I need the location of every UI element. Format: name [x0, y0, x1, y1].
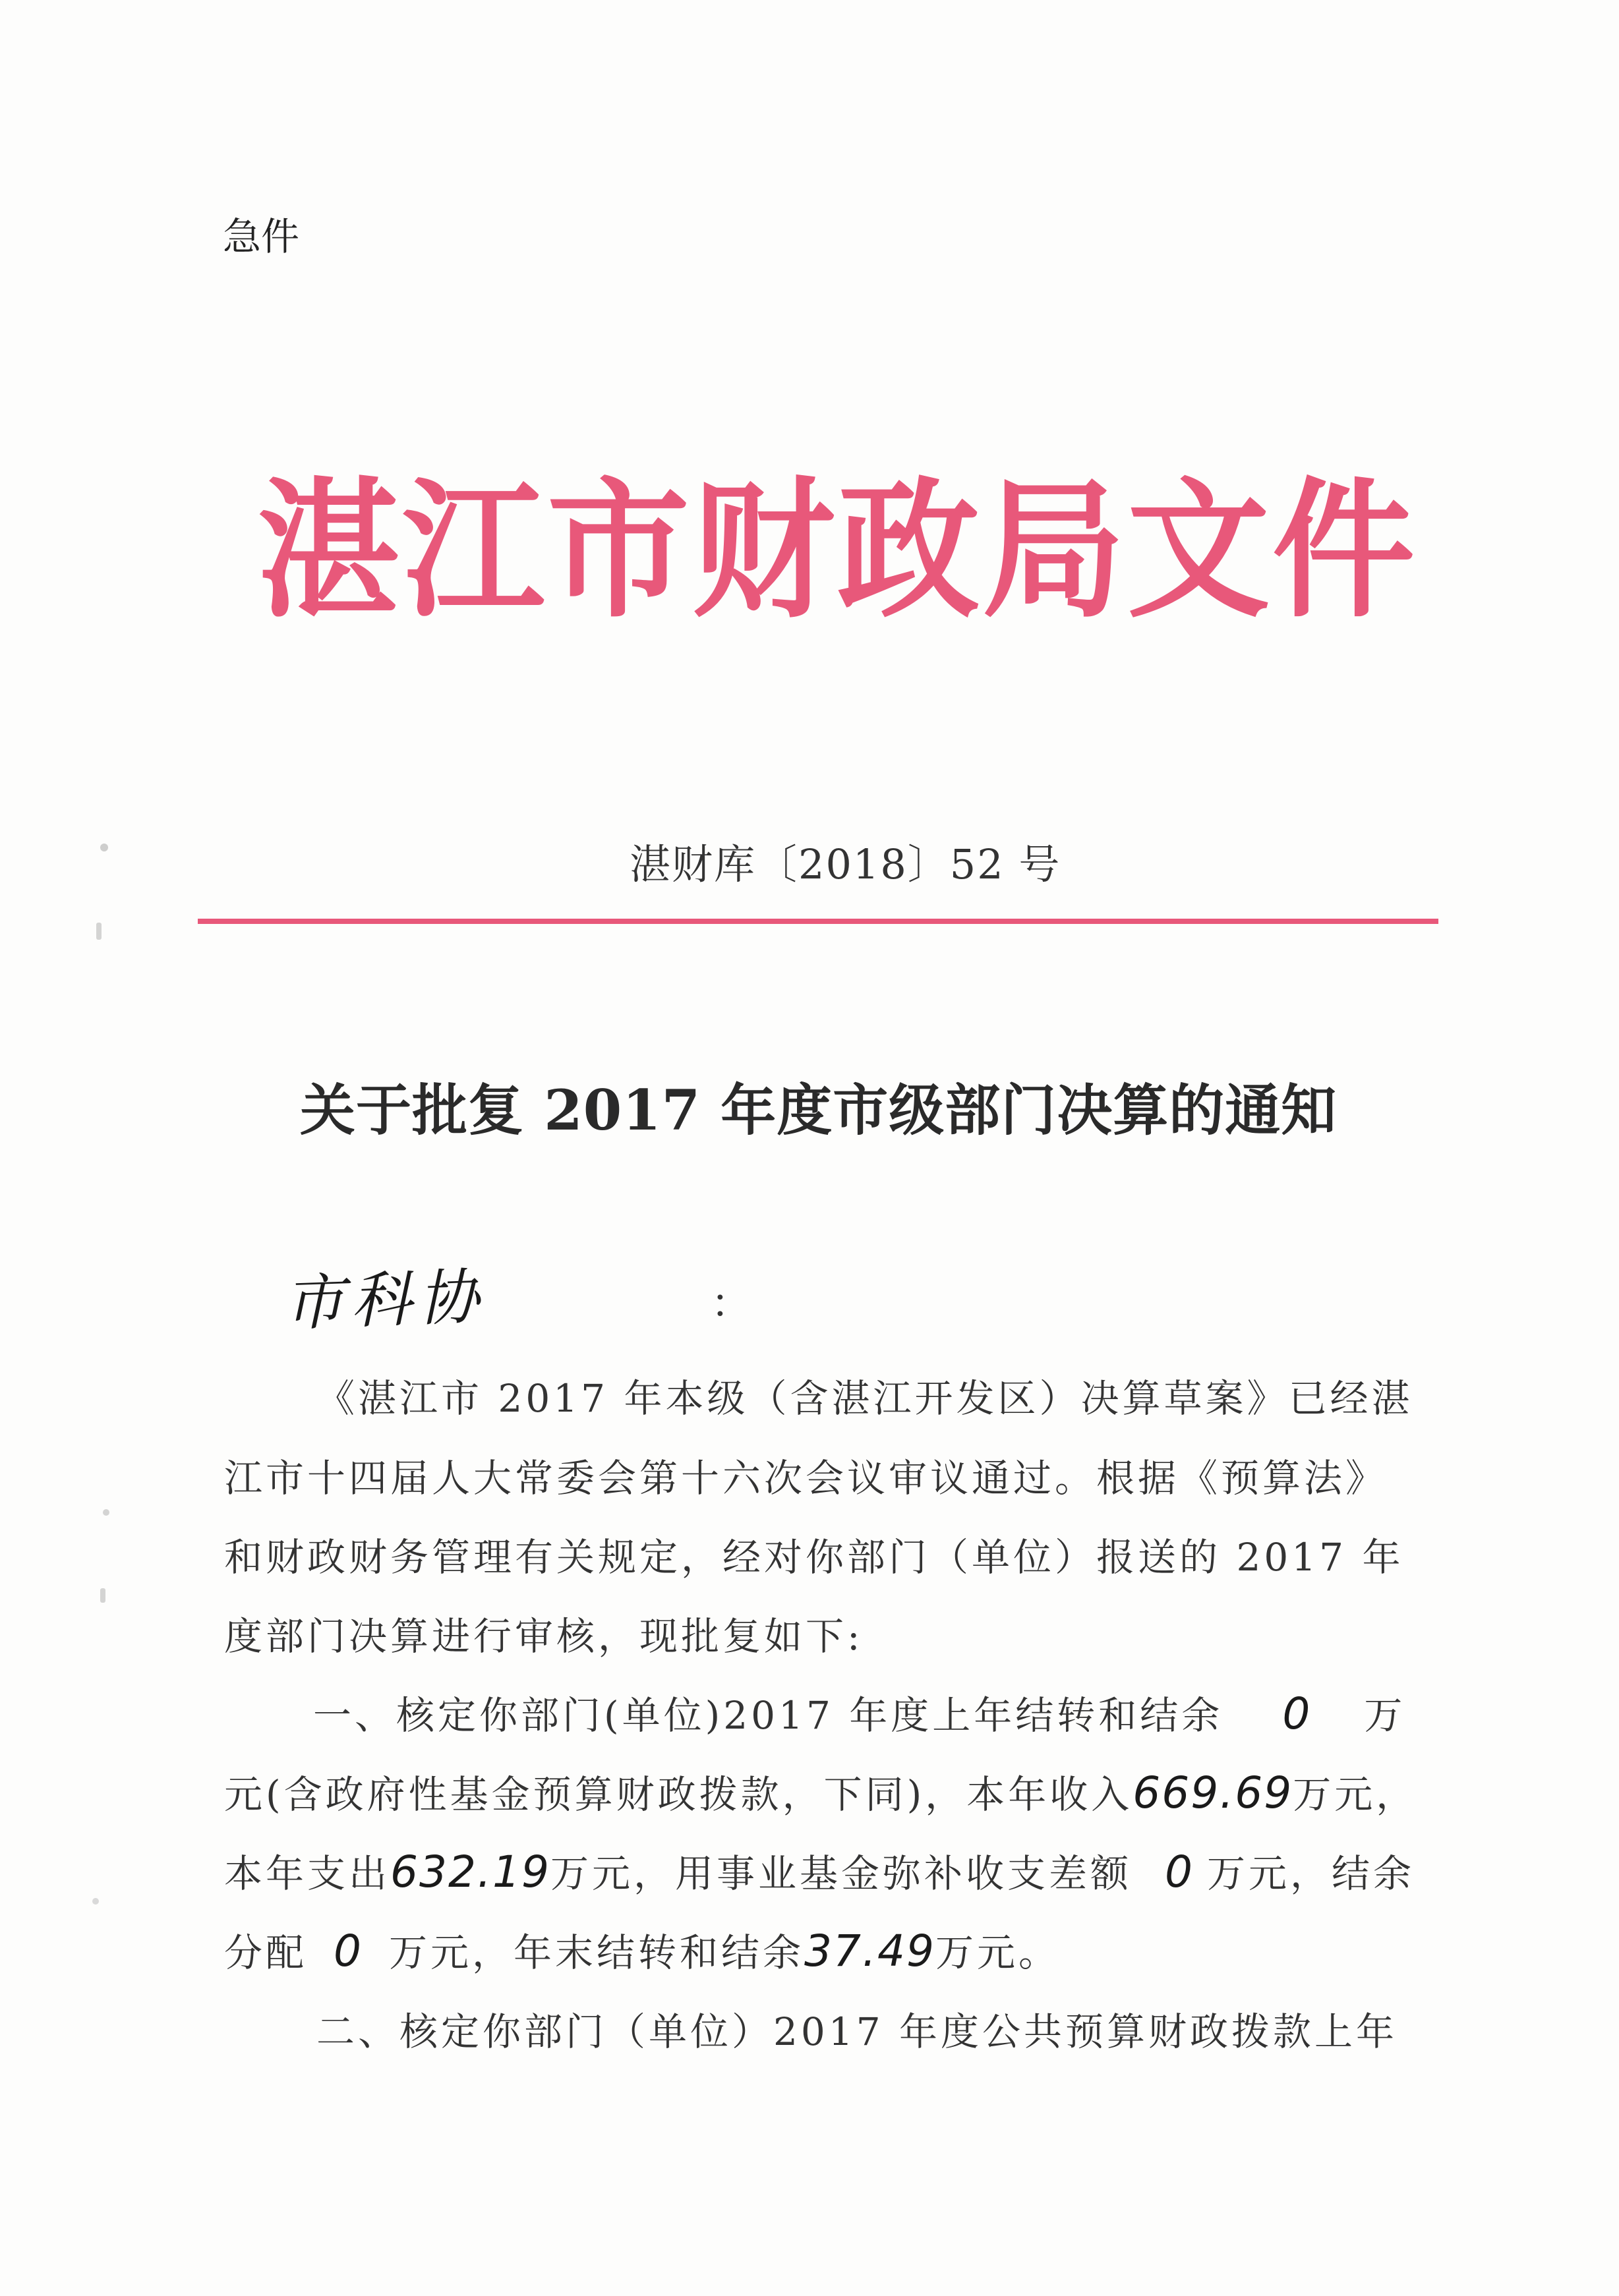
document-number: 湛财库〔2018〕52 号 — [630, 840, 1061, 888]
body-line-1: 《湛江市 2017 年本级（含湛江开发区）决算草案》已经湛 — [316, 1376, 1413, 1421]
handwritten-fund-offset: 0 — [1164, 1847, 1194, 1897]
body-line-7-text-a: 本年支出 — [224, 1851, 391, 1896]
body-line-6 — [224, 1764, 1417, 1819]
scan-speck — [103, 1509, 109, 1516]
body-line-8-text-a: 分配 — [224, 1930, 308, 1975]
body-line-8 — [224, 1922, 1060, 1977]
scan-speck — [100, 844, 108, 851]
handwritten-carryover-end: 37.49 — [804, 1926, 935, 1976]
body-line-7-text-b: 万元，用事业基金弥补收支差额 — [550, 1851, 1132, 1896]
body-line-9: 二、核定你部门（单位）2017 年度公共预算财政拨款上年 — [316, 2009, 1398, 2054]
body-line-6-text: 元(含政府性基金预算财政拨款，下同)，本年收入 — [224, 1772, 1133, 1817]
handwritten-income: 669.69 — [1133, 1767, 1293, 1818]
body-line-8-text-c: 万元。 — [935, 1930, 1060, 1975]
body-line-5 — [313, 1684, 1405, 1740]
scan-speck — [92, 1898, 99, 1905]
body-line-3: 和财政财务管理有关规定，经对你部门（单位）报送的 2017 年 — [224, 1535, 1404, 1580]
body-line-8-text-b: 万元，年末结转和结余 — [389, 1930, 805, 1975]
document-title: 关于批复 2017 年度市级部门决算的通知 — [300, 1077, 1338, 1143]
recipient-handwritten: 市科协 — [282, 1261, 486, 1339]
body-line-6-unit: 万元， — [1293, 1772, 1418, 1817]
red-divider — [198, 919, 1438, 924]
scan-speck — [96, 923, 102, 940]
scan-speck — [100, 1588, 105, 1603]
handwritten-expenditure: 632.19 — [390, 1847, 550, 1897]
body-line-5-text: 一、核定你部门(单位)2017 年度上年结转和结余 — [313, 1693, 1223, 1738]
issuer-header: 湛江市财政局文件 — [257, 464, 1418, 638]
body-line-2: 江市十四届人大常委会第十六次会议审议通过。根据《预算法》 — [224, 1456, 1388, 1501]
body-line-7-text-c: 万元，结余 — [1206, 1851, 1415, 1896]
body-line-7 — [224, 1843, 1415, 1898]
body-line-5-unit: 万 — [1364, 1693, 1406, 1738]
body-line-4: 度部门决算进行审核，现批复如下: — [224, 1614, 864, 1659]
handwritten-distribution: 0 — [334, 1926, 363, 1976]
recipient-colon: ： — [711, 1279, 752, 1327]
handwritten-carryover-start: 0 — [1282, 1688, 1312, 1739]
urgency-label: 急件 — [223, 214, 300, 259]
